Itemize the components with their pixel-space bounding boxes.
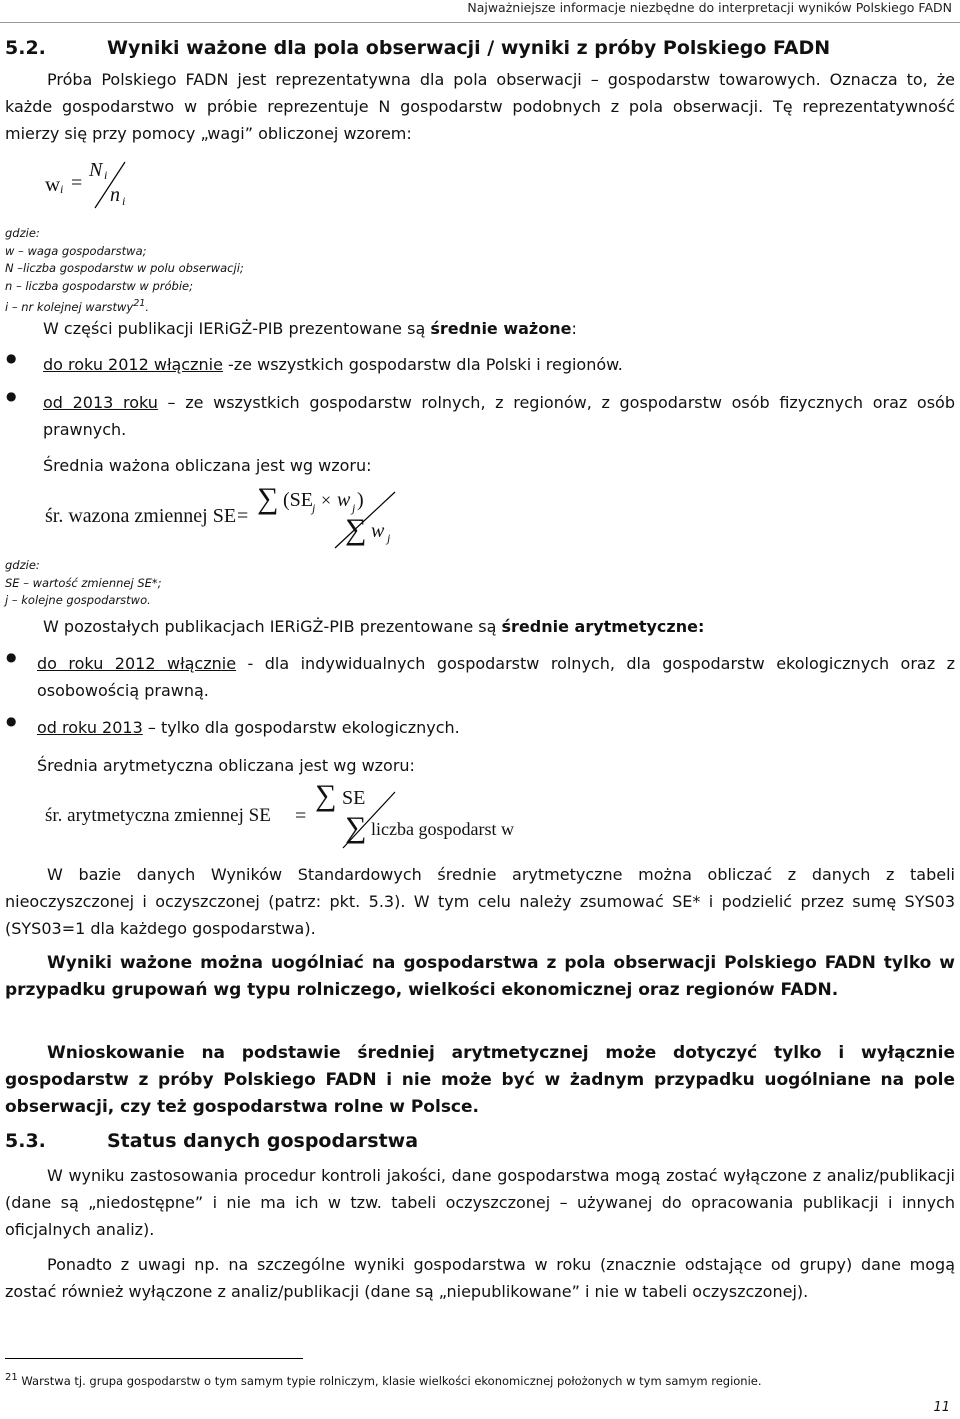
bullet-dot: ● <box>6 351 17 365</box>
formula-n-sub: i <box>122 194 126 208</box>
section-5-2-number: 5.2. <box>5 37 46 59</box>
bullet-underlined: do roku 2012 włącznie <box>37 654 237 673</box>
bullet-underlined: do roku 2012 włącznie <box>43 355 223 374</box>
formula2-lhs: śr. wazona zmiennej SE <box>45 505 237 527</box>
def-line-end: . <box>145 299 150 314</box>
arith-intro-text: W pozostałych publikacjach IERiGŻ-PIB prezentowane są <box>43 617 502 636</box>
formula2-w-sub: j <box>352 501 356 515</box>
bullet-rest: – ze wszystkich gospodarstw rolnych, z regionów, z gospodarstw osób fizycznych oraz osób prawnych. <box>43 393 955 439</box>
arithmetic-means-intro <box>43 613 955 640</box>
arith-intro-bold: średnie arytmetyczne: <box>501 617 705 636</box>
bullet-item <box>43 351 955 378</box>
formula2-times: × <box>321 490 332 510</box>
footnote-rule <box>5 1358 303 1359</box>
footnote-text: Warstwa tj. grupa gospodarstw o tym samym typie rolniczym, klasie wielkości ekonomicznej położonych w tym samym regionie. <box>21 1373 762 1388</box>
formula-equals: = <box>71 172 83 194</box>
bullet-rest: – tylko dla gospodarstw ekologicznych. <box>142 718 460 737</box>
formula3-lhs: śr. arytmetyczna zmiennej SE <box>45 805 271 826</box>
weighted-mean-formula <box>45 482 415 550</box>
formula2-w: w <box>337 489 351 511</box>
formula-N: N <box>89 159 103 181</box>
arithmetic-mean-formula <box>45 779 545 850</box>
def-line <box>5 295 244 316</box>
arithmetic-formula-intro: Średnia arytmetyczna obliczana jest wg wzoru: <box>37 756 415 775</box>
formula2-sum: ∑ <box>257 482 279 515</box>
section-5-3-number: 5.3. <box>5 1130 46 1152</box>
def-line: gdzie: <box>5 558 40 572</box>
section-5-3-title: Status danych gospodarstwa <box>107 1130 419 1152</box>
formula2-num-open: (SE <box>283 489 313 511</box>
bullet-rest: -ze wszystkich gospodarstw dla Polski i regionów. <box>222 355 623 374</box>
standard-results-paragraph: W bazie danych Wyników Standardowych średnie arytmetyczne można obliczać z danych z tabeli nieoczyszczonej i oczyszczonej (patrz: pkt. 5.3). W tym celu należy zsumować SE* i podzielić przez sumę SYS03 (SYS03=1 dla każdego gospodarstwa). <box>5 865 955 938</box>
status-paragraph-1: W wyniku zastosowania procedur kontroli jakości, dane gospodarstwa mogą zostać wyłączone z analiz/publikacji (dane są „niedostępne” i nie ma ich w tzw. tabeli oczyszczonej – używanej do opracowania publikacji i innych oficjalnych analiz). <box>5 1166 955 1239</box>
formula2-num-close: ) <box>357 489 364 511</box>
weighted-formula-intro: Średnia ważona obliczana jest wg wzoru: <box>43 456 372 475</box>
running-header: Najważniejsze informacje niezbędne do interpretacji wyników Polskiego FADN <box>467 0 952 15</box>
bullet-rest: - dla indywidualnych gospodarstw rolnych, dla gospodarstw ekologicznych oraz z osobowością prawną. <box>37 654 955 700</box>
formula-N-sub: i <box>104 168 108 182</box>
formula2-den-w: w <box>371 520 385 542</box>
bold-note-weighted: Wyniki ważone można uogólniać na gospodarstwa z pola obserwacji Polskiego FADN tylko w przypadku grupowań wg typu rolniczego, wielkości ekonomicznej oraz regionów FADN. <box>5 953 955 1000</box>
status-paragraph-2: Ponadto z uwagi np. na szczególne wyniki gospodarstwa w roku (znacznie odstające od grupy) dane mogą zostać również wyłączone z analiz/publikacji (dane są „niepublikowane” i nie w tabeli oczyszczonej). <box>5 1255 955 1301</box>
bullet-underlined: od roku 2013 <box>37 718 143 737</box>
page-number: 11 <box>933 1400 950 1415</box>
def-line: gdzie: <box>5 226 40 240</box>
bullet-dot: ● <box>6 389 17 403</box>
def-line: n – liczba gospodarstw w próbie; <box>5 278 193 293</box>
formula-w: w <box>45 172 61 196</box>
bullet-item <box>37 650 955 704</box>
footnote <box>5 1372 762 1388</box>
def-line: SE – wartość zmiennej SE*; <box>5 575 162 590</box>
header-rule <box>0 22 960 23</box>
formula2-j: j <box>312 501 316 515</box>
def-line: j – kolejne gospodarstwo. <box>5 593 151 607</box>
def-line: w – waga gospodarstwa; <box>5 243 147 258</box>
formula-w-sub: i <box>60 182 64 196</box>
formula2-den-j: j <box>387 531 391 545</box>
formula3-sum: ∑ <box>315 779 337 812</box>
footnote-number: 21 <box>5 1372 18 1383</box>
bullet-underlined: od 2013 roku <box>43 393 158 412</box>
bullet-item <box>37 714 955 741</box>
definitions-weighted <box>5 557 162 610</box>
section-5-2-title: Wyniki ważone dla pola obserwacji / wyniki z próby Polskiego FADN <box>107 37 831 59</box>
formula2-equals: = <box>237 505 249 527</box>
footnote-ref: 21 <box>133 298 146 309</box>
weighted-intro-end: : <box>571 319 577 338</box>
def-line: N –liczba gospodarstw w polu obserwacji; <box>5 261 244 275</box>
weighted-means-intro <box>43 315 943 342</box>
bullet-dot: ● <box>6 714 17 728</box>
formula-n: n <box>110 184 120 206</box>
weight-formula <box>45 158 185 218</box>
definitions-weight <box>5 225 244 316</box>
formula2-den-sum: ∑ <box>345 513 367 546</box>
intro-paragraph: Próba Polskiego FADN jest reprezentatywna dla pola obserwacji – gospodarstw towarowych. Oznacza to, że każde gospodarstwo w próbie reprezentuje N gospodarstw podobnych z pola obserwacji. Tę reprezentatywność mierzy się przy pomocy „wagi” obliczonej wzorem: <box>5 70 955 143</box>
formula3-den: liczba gospodarst w <box>371 819 514 839</box>
formula3-den-sum: ∑ <box>345 811 367 844</box>
weighted-intro-bold: średnie ważone <box>430 319 572 338</box>
bold-note-arithmetic: Wnioskowanie na podstawie średniej arytmetycznej może dotyczyć tylko i wyłącznie gospodarstw z próby Polskiego FADN i nie może być w żadnym przypadku uogólniane na pole obserwacji, czy też gospodarstwa rolne w Polsce. <box>5 1043 955 1117</box>
def-line-text: i – nr kolejnej warstwy <box>5 299 134 314</box>
formula3-equals: = <box>295 805 307 827</box>
bullet-dot: ● <box>6 650 17 664</box>
weighted-intro-text: W części publikacji IERiGŻ-PIB prezentowane są <box>43 319 431 338</box>
bullet-item <box>43 389 955 443</box>
formula3-num: SE <box>342 787 366 809</box>
